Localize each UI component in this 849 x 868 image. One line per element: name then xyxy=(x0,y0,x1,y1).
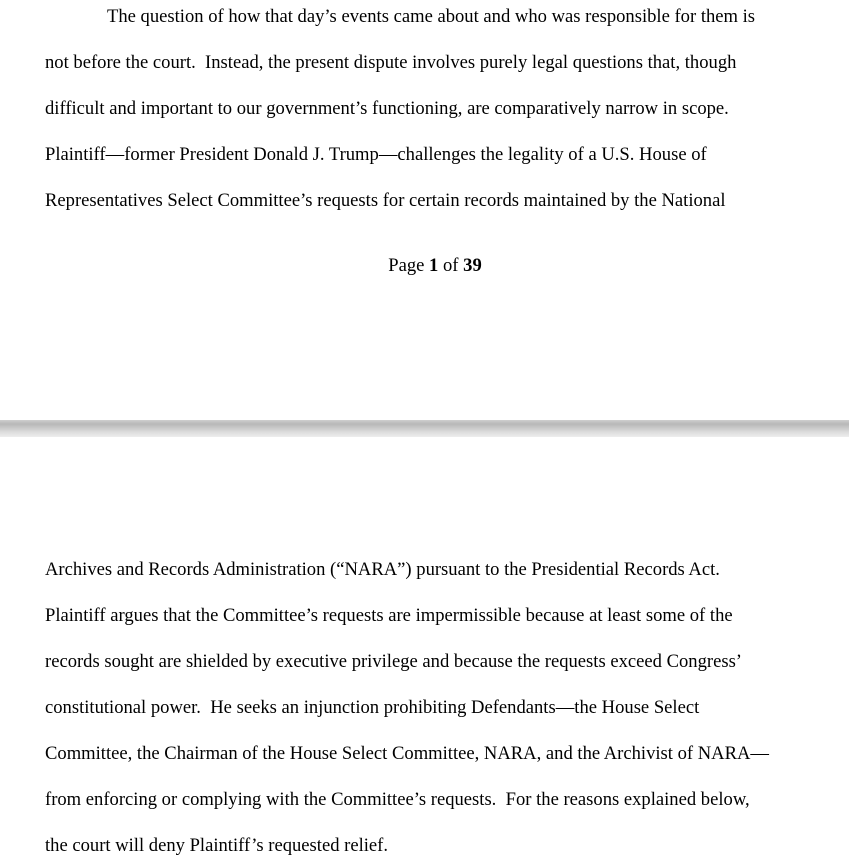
text-line: the court will deny Plaintiff’s requested relief. xyxy=(45,835,389,856)
of-label: of xyxy=(443,255,459,276)
text-line: constitutional power. He seeks an injunction prohibiting Defendants—the House Select xyxy=(45,697,700,718)
page-label: Page xyxy=(388,255,425,276)
document-page-2 xyxy=(0,437,849,868)
text-line: difficult and important to our government’s functioning, are comparatively narrow in scope. xyxy=(45,98,729,119)
current-page-number: 1 xyxy=(429,255,439,276)
text-line: Representatives Select Committee’s requests for certain records maintained by the National xyxy=(45,190,726,211)
document-page-1 xyxy=(0,0,849,420)
text-line: Plaintiff—former President Donald J. Trump—challenges the legality of a U.S. House of xyxy=(45,144,707,165)
text-line: Committee, the Chairman of the House Select Committee, NARA, and the Archivist of NARA— xyxy=(45,743,770,764)
text-line: Plaintiff argues that the Committee’s requests are impermissible because at least some of the xyxy=(45,605,733,626)
page-separator xyxy=(0,420,849,437)
text-line: Archives and Records Administration (“NARA”) pursuant to the Presidential Records Act. xyxy=(45,559,720,580)
text-line: The question of how that day’s events came about and who was responsible for them is xyxy=(107,6,756,27)
text-line: not before the court. Instead, the present dispute involves purely legal questions that, though xyxy=(45,52,737,73)
page-number-footer xyxy=(0,255,849,277)
total-page-count: 39 xyxy=(463,255,482,276)
text-line: from enforcing or complying with the Committee’s requests. For the reasons explained below, xyxy=(45,789,750,810)
text-line: records sought are shielded by executive privilege and because the requests exceed Congress’ xyxy=(45,651,743,672)
